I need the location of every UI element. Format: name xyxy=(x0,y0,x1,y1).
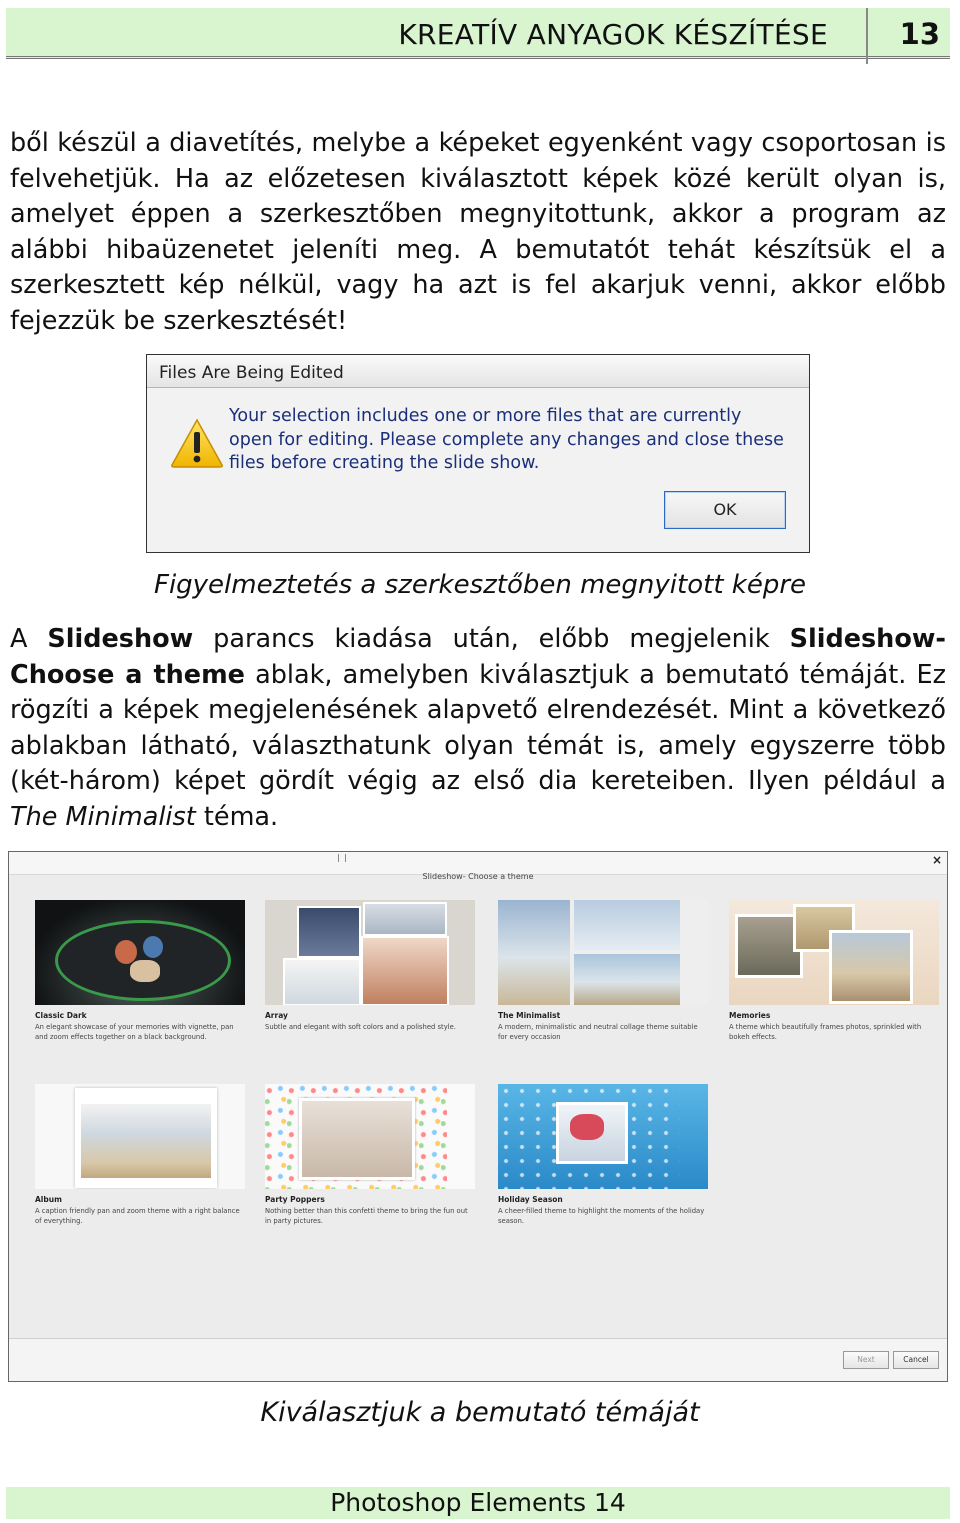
theme-name: Holiday Season xyxy=(498,1195,563,1204)
dialog-message: Your selection includes one or more files that are currently open for editing. Please complete any changes and close these files before creating the slide show. xyxy=(229,406,784,473)
theme-name: The Minimalist xyxy=(498,1011,561,1020)
drag-handle-icon[interactable] xyxy=(338,854,346,862)
header-divider xyxy=(866,8,868,64)
text-run: A xyxy=(10,624,48,654)
theme-description: Nothing better than this confetti theme to bring the fun out in party pictures. xyxy=(265,1207,468,1225)
text-run: parancs kiadása után, előbb megjelenik xyxy=(193,624,790,654)
theme-thumbnail xyxy=(498,900,708,1005)
theme-name: Classic Dark xyxy=(35,1011,87,1020)
theme-description: A modern, minimalistic and neutral collage theme suitable for every occasion xyxy=(498,1023,698,1041)
choose-theme-window-name: Slideshow-Choose a theme xyxy=(10,624,946,690)
theme-description: A caption friendly pan and zoom theme with a right balance of everything. xyxy=(35,1207,240,1225)
theme-card-party-poppers[interactable] xyxy=(265,1084,475,1226)
cancel-button[interactable]: Cancel xyxy=(893,1351,939,1369)
theme-name: Array xyxy=(265,1011,288,1020)
theme-description: An elegant showcase of your memories with vignette, pan and zoom effects together on a black background. xyxy=(35,1023,234,1041)
theme-thumbnail xyxy=(498,1084,708,1189)
theme-thumbnail xyxy=(265,1084,475,1189)
caption-warning: Figyelmeztetés a szerkesztőben megnyitott képre xyxy=(153,570,807,600)
files-being-edited-dialog xyxy=(146,354,810,553)
theme-description: A theme which beautifully frames photos, sprinkled with bokeh effects. xyxy=(729,1023,922,1041)
text-run: téma. xyxy=(195,801,279,832)
theme-card-array[interactable] xyxy=(265,900,475,1033)
window-button-bar xyxy=(9,1338,947,1381)
theme-card-holiday-season[interactable] xyxy=(498,1084,708,1226)
theme-name: Party Poppers xyxy=(265,1195,325,1204)
theme-name: Memories xyxy=(729,1011,771,1020)
theme-card-memories[interactable] xyxy=(729,900,939,1042)
window-title: Slideshow- Choose a theme xyxy=(422,872,534,881)
ok-button[interactable]: OK xyxy=(664,491,786,529)
minimalist-theme-name: The Minimalist xyxy=(10,801,196,832)
page-header xyxy=(6,8,950,59)
theme-card-classic-dark[interactable] xyxy=(35,900,245,1042)
next-button[interactable]: Next xyxy=(843,1351,889,1369)
theme-thumbnail xyxy=(729,900,939,1005)
text-run: ablak, amelyben kiválasztjuk a bemutató témáját. Ez rögzíti a képek megjelenésének alapvető elrendezését. Mint a következő ablakban látható, választhatunk olyan témát is, amely egyszerre több (két-három) képet gördít végig az első dia kereteiben. Ilyen például a xyxy=(10,659,946,797)
caption-choose-theme: Kiválasztjuk a bemutató témáját xyxy=(260,1397,700,1428)
slideshow-command: Slideshow xyxy=(47,624,194,654)
intro-paragraph: ből készül a diavetítés, melybe a képeket egyenként vagy csoportosan is felvehetjük. Ha az előzetesen kiválasztott képek közé került olyan is, amelyet éppen a szerkesztőben megnyitottunk, akkor a program az alábbi hibaüzenetet jeleníti meg. A bemutatót tehát készítsük el a szerkesztett kép nélkül, vagy ha azt is fel akarjuk venni, akkor előbb fejezzük be szerkesztését! xyxy=(10,128,946,336)
theme-card-the-minimalist[interactable] xyxy=(498,900,708,1042)
theme-thumbnail xyxy=(35,1084,245,1189)
body-paragraph xyxy=(10,622,946,836)
close-icon[interactable]: × xyxy=(931,853,942,867)
slideshow-choose-theme-window xyxy=(8,851,948,1382)
chapter-title: KREATÍV ANYAGOK KÉSZÍTÉSE xyxy=(398,18,828,51)
page-footer xyxy=(6,1487,950,1519)
theme-description: A cheer-filled theme to highlight the moments of the holiday season. xyxy=(498,1207,705,1225)
footer-text: Photoshop Elements 14 xyxy=(330,1488,626,1517)
theme-thumbnail xyxy=(265,900,475,1005)
theme-card-album[interactable] xyxy=(35,1084,245,1226)
dialog-title: Files Are Being Edited xyxy=(147,355,809,388)
theme-thumbnail xyxy=(35,900,245,1005)
theme-description: Subtle and elegant with soft colors and a polished style. xyxy=(265,1023,456,1031)
warning-icon xyxy=(169,417,225,469)
page-number: 13 xyxy=(899,17,940,51)
theme-name: Album xyxy=(35,1195,62,1204)
